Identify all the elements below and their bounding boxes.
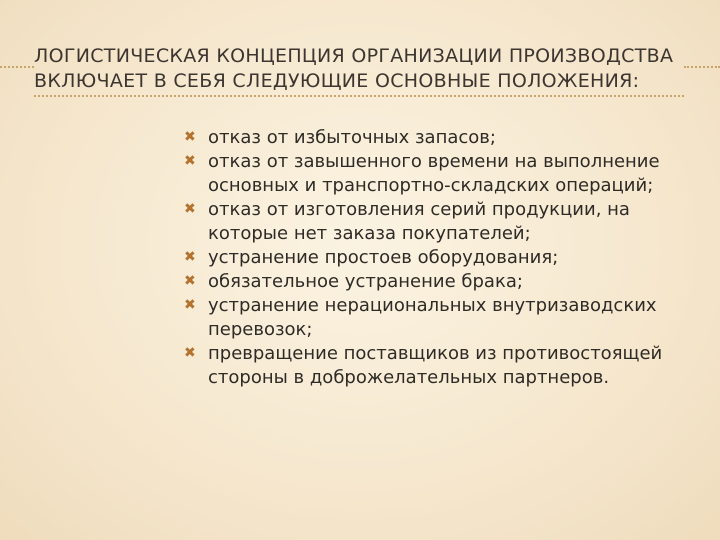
list-item-text: устранение нерациональных внутризаводских перевозок;	[208, 295, 657, 340]
x-mark-icon: ✖	[184, 153, 196, 169]
list-item	[184, 270, 704, 294]
x-mark-icon: ✖	[184, 345, 196, 361]
bullet-list	[184, 126, 704, 390]
list-item-text: устранение простоев оборудования;	[208, 247, 559, 268]
list-item-text: отказ от изготовления серий продукции, на которые нет заказа покупателей;	[208, 199, 630, 244]
list-item	[184, 150, 704, 198]
list-item-text: обязательное устранение брака;	[208, 271, 523, 292]
list-item-text: превращение поставщиков из противостоящей стороны в доброжелательных партнеров.	[208, 343, 663, 388]
slide-title: ЛОГИСТИЧЕСКАЯ КОНЦЕПЦИЯ ОРГАНИЗАЦИИ ПРОИЗВОДСТВА ВКЛЮЧАЕТ В СЕБЯ СЛЕДУЮЩИЕ ОСНОВНЫЕ ПОЛОЖЕНИЯ:	[34, 45, 674, 92]
list-item	[184, 246, 704, 270]
list-item-text: отказ от избыточных запасов;	[208, 127, 496, 148]
list-item	[184, 342, 704, 390]
title-divider	[34, 95, 684, 97]
list-item-text: отказ от завышенного времени на выполнение основных и транспортно-складских операций;	[208, 151, 660, 196]
list-item	[184, 198, 704, 246]
title-divider-right	[684, 66, 720, 68]
x-mark-icon: ✖	[184, 129, 196, 145]
x-mark-icon: ✖	[184, 297, 196, 313]
x-mark-icon: ✖	[184, 249, 196, 265]
x-mark-icon: ✖	[184, 201, 196, 217]
x-mark-icon: ✖	[184, 273, 196, 289]
list-item	[184, 126, 704, 150]
title-divider-left	[0, 66, 34, 68]
list-item	[184, 294, 704, 342]
